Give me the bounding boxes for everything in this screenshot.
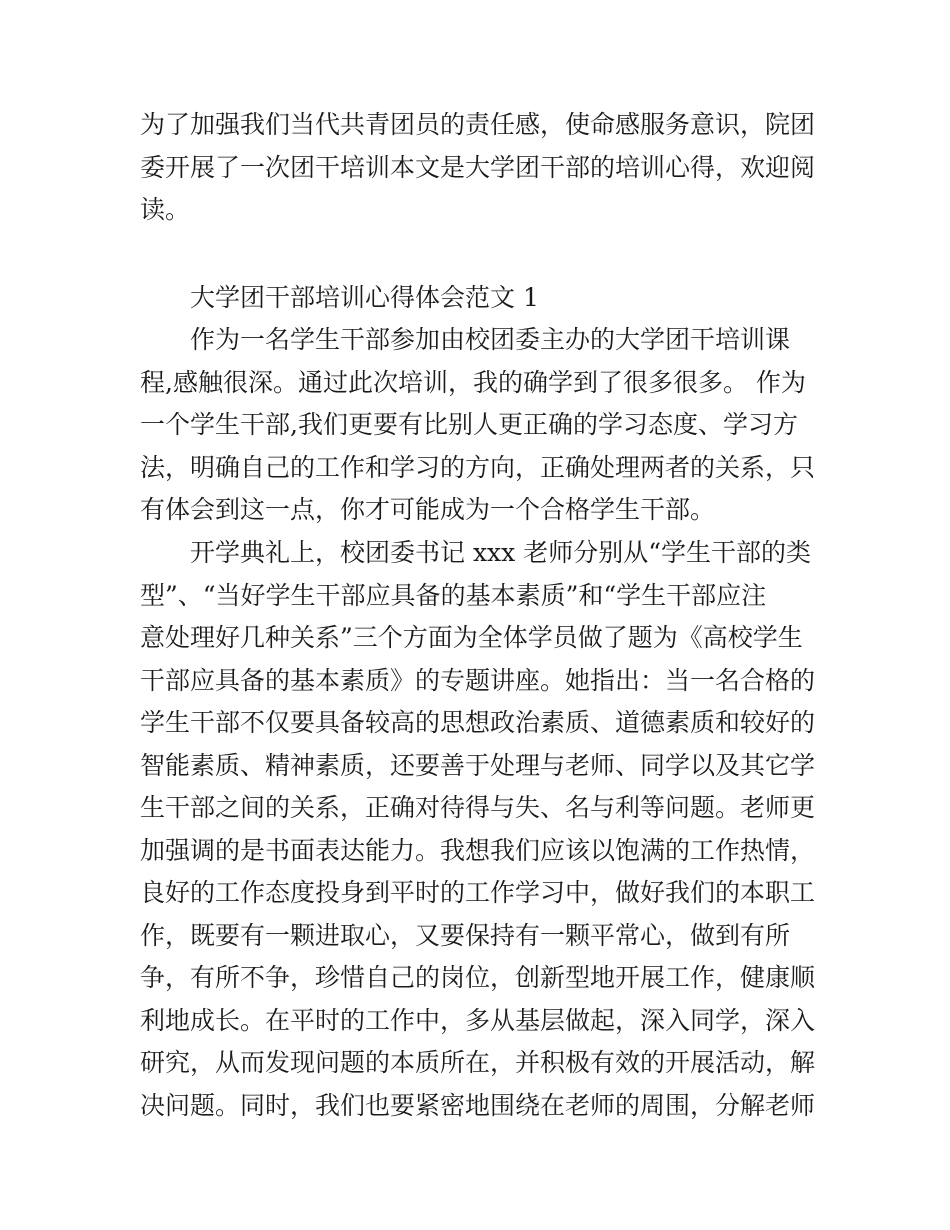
text-line: 作，既要有一颗进取心，又要保持有一颗平常心，做到有所 — [140, 920, 791, 950]
text-line: 型”、“当好学生干部应具备的基本素质”和“学生干部应注 — [140, 580, 767, 610]
text-line: 干部应具备的基本素质》的专题讲座。她指出：当一名合格的 — [140, 665, 816, 695]
body-paragraph-1 — [140, 319, 820, 532]
text-line: 良好的工作态度投身到平时的工作学习中，做好我们的本职工 — [140, 878, 816, 907]
text-line: 为了加强我们当代共青团员的责任感，使命感服务意识，院团 — [140, 110, 816, 139]
text-line: 学生干部不仅要具备较高的思想政治素质、道德素质和较好的 — [140, 708, 816, 737]
text-line: 决问题。同时，我们也要紧密地围绕在老师的周围，分解老师 — [140, 1090, 816, 1120]
text-line: 智能素质、精神素质，还要善于处理与老师、同学以及其它学 — [140, 750, 816, 780]
intro-paragraph — [140, 104, 820, 232]
text-line: 读。 — [140, 195, 191, 224]
heading-text: 大学团干部培训心得体会范文 1 — [190, 283, 539, 312]
text-line: 意处理好几种关系”三个方面为全体学员做了题为《高校学生 — [140, 623, 803, 652]
text-line: 加强调的是书面表达能力。我想我们应该以饱满的工作热情， — [140, 835, 816, 865]
text-line: 作为一名学生干部参加由校团委主办的大学团干培训课 — [190, 325, 791, 354]
text-line: 利地成长。在平时的工作中，多从基层做起，深入同学，深入 — [140, 1005, 816, 1035]
text-line: 法，明确自己的工作和学习的方向，正确处理两者的关系，只 — [140, 452, 816, 482]
text-line: 争，有所不争，珍惜自己的岗位，创新型地开展工作，健康顺 — [140, 963, 816, 992]
section-heading — [140, 277, 820, 320]
text-line: 研究，从而发现问题的本质所在，并积极有效的开展活动，解 — [140, 1048, 816, 1077]
text-line: 一个学生干部,我们更要有比别人更正确的学习态度、学习方 — [140, 410, 798, 439]
text-line: 生干部之间的关系，正确对待得与失、名与利等问题。老师更 — [140, 793, 816, 822]
body-paragraph-2 — [140, 532, 820, 1127]
text-line: 程,感触很深。通过此次培训，我的确学到了很多很多。 作为 — [140, 367, 806, 397]
text-line: 有体会到这一点，你才可能成为一个合格学生干部。 — [140, 495, 716, 524]
text-line: 委开展了一次团干培训本文是大学团干部的培训心得，欢迎阅 — [140, 152, 816, 182]
text-line: 开学典礼上，校团委书记 xxx 老师分别从“学生干部的类 — [190, 538, 811, 567]
